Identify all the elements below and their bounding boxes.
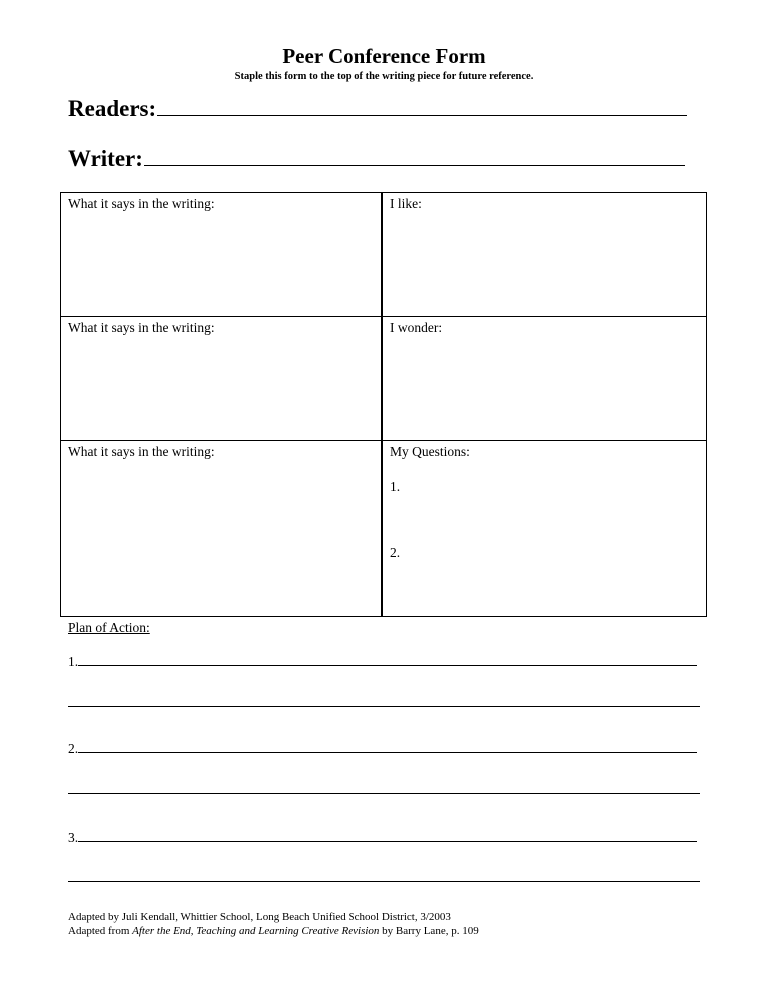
writer-field[interactable] bbox=[68, 146, 685, 172]
plan-item-2[interactable] bbox=[68, 741, 697, 757]
conference-grid bbox=[60, 192, 707, 617]
plan-blank-line[interactable] bbox=[78, 665, 697, 666]
plan-item-1[interactable] bbox=[68, 654, 697, 670]
grid-cell-writing-2[interactable] bbox=[61, 317, 383, 441]
cell-label: I wonder: bbox=[390, 320, 443, 335]
grid-cell-writing-3[interactable] bbox=[61, 441, 383, 616]
readers-blank-line[interactable] bbox=[157, 115, 687, 116]
readers-field[interactable] bbox=[68, 96, 687, 122]
footer-suffix: by Barry Lane, p. 109 bbox=[379, 925, 479, 937]
plan-blank-line[interactable] bbox=[78, 841, 697, 842]
cell-label: My Questions: bbox=[390, 444, 470, 459]
question-number: 1. bbox=[390, 479, 401, 494]
footer-prefix: Adapted from bbox=[68, 925, 133, 937]
plan-continuation-line[interactable] bbox=[68, 706, 700, 707]
cell-label: What it says in the writing: bbox=[68, 444, 215, 459]
plan-of-action-heading: Plan of Action: bbox=[68, 620, 150, 635]
footer-credit-2 bbox=[68, 925, 479, 937]
writer-blank-line[interactable] bbox=[144, 165, 685, 166]
plan-item-number: 2. bbox=[68, 741, 79, 756]
page-subtitle: Staple this form to the top of the writing piece for future reference. bbox=[234, 71, 534, 82]
plan-blank-line[interactable] bbox=[78, 752, 697, 753]
plan-continuation-line[interactable] bbox=[68, 881, 700, 882]
readers-label: Readers: bbox=[68, 96, 157, 121]
page-title: Peer Conference Form bbox=[282, 44, 486, 68]
writer-label: Writer: bbox=[68, 146, 143, 171]
question-number: 2. bbox=[390, 545, 401, 560]
plan-item-3[interactable] bbox=[68, 830, 697, 846]
plan-item-number: 3. bbox=[68, 830, 79, 845]
cell-label: What it says in the writing: bbox=[68, 320, 215, 335]
grid-cell-writing-1[interactable] bbox=[61, 193, 383, 317]
plan-item-number: 1. bbox=[68, 654, 79, 669]
grid-cell-i-like[interactable] bbox=[383, 193, 706, 317]
cell-label: I like: bbox=[390, 196, 422, 211]
grid-cell-my-questions[interactable] bbox=[383, 441, 706, 616]
grid-cell-i-wonder[interactable] bbox=[383, 317, 706, 441]
plan-continuation-line[interactable] bbox=[68, 793, 700, 794]
footer-credit-1: Adapted by Juli Kendall, Whittier School, Long Beach Unified School District, 3/2003 bbox=[68, 911, 451, 923]
cell-label: What it says in the writing: bbox=[68, 196, 215, 211]
book-title: After the End, Teaching and Learning Creative Revision bbox=[132, 925, 380, 937]
